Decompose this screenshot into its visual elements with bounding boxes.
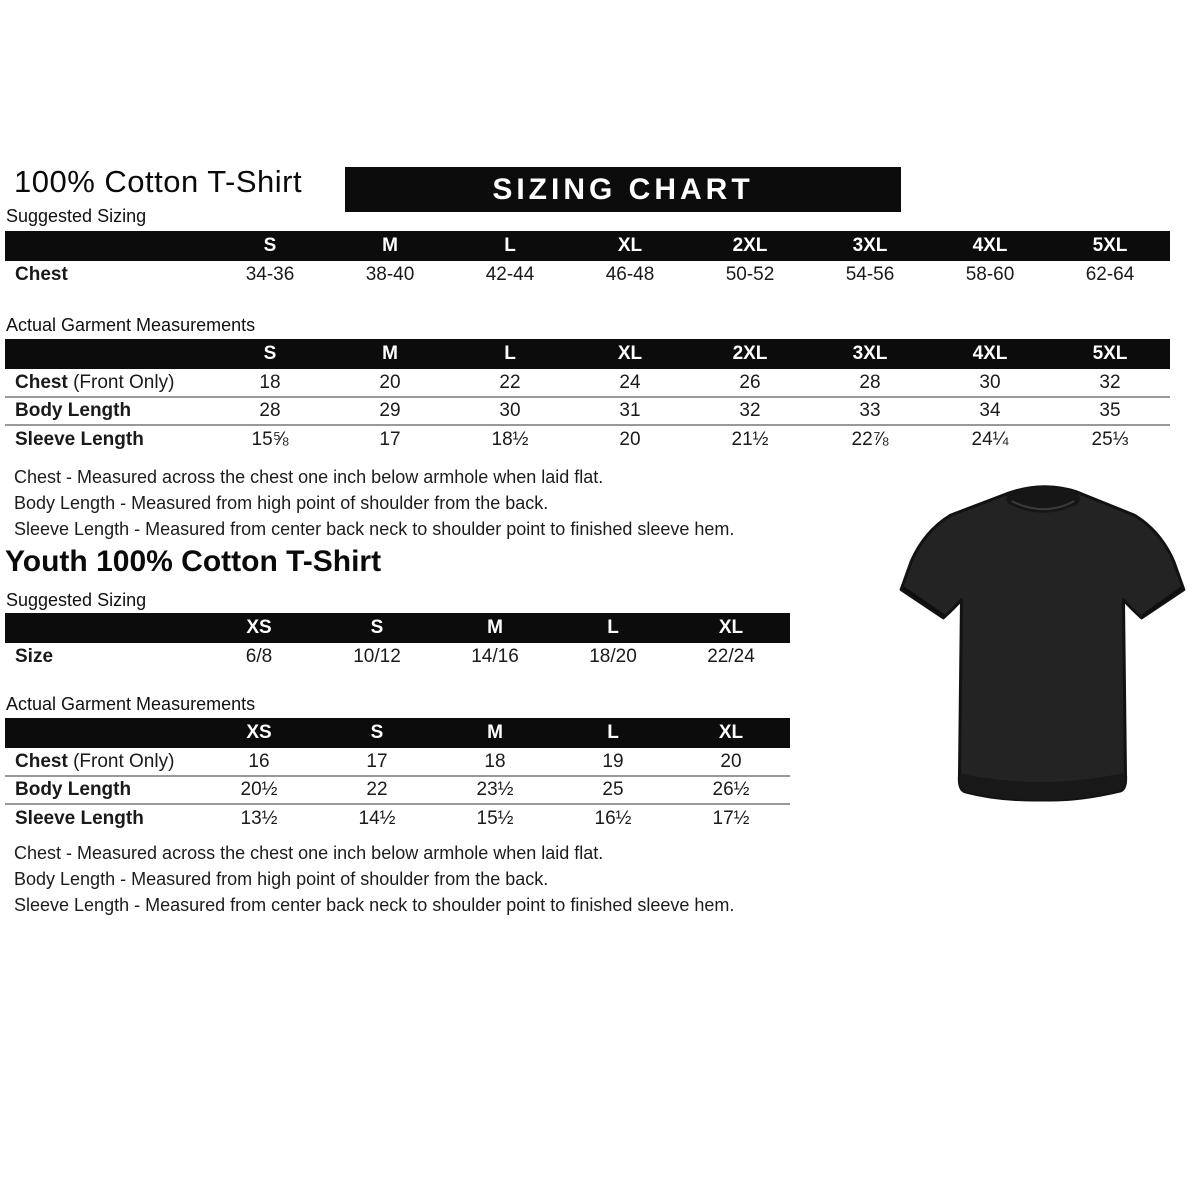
measurement-cell: 31: [570, 397, 690, 425]
measurement-cell: 38-40: [365, 264, 415, 285]
measurement-cell: 23½: [436, 776, 554, 804]
table-row: [5, 643, 790, 671]
measurement-cell: 54-56: [845, 264, 895, 285]
table-row: [5, 397, 1170, 425]
measurement-cell: 16: [248, 750, 270, 772]
youth-suggested-sizing-table: [5, 613, 790, 671]
size-column-header: L: [554, 718, 672, 748]
row-label: Sleeve Length: [5, 425, 210, 453]
note-line: Body Length - Measured from high point of shoulder from the back.: [14, 493, 549, 513]
youth-section-title: Youth 100% Cotton T-Shirt: [5, 545, 382, 578]
measurement-cell: 14½: [318, 804, 436, 832]
measurement-cell: 20½: [200, 776, 318, 804]
adult-garment-measurements-label: Actual Garment Measurements: [6, 315, 256, 335]
header-spacer-cell: [5, 339, 210, 369]
size-column-header: 2XL: [690, 339, 810, 369]
note-line: Body Length - Measured from high point of shoulder from the back.: [14, 869, 549, 889]
measurement-cell: 21½: [690, 425, 810, 453]
measurement-cell: 16½: [554, 804, 672, 832]
measurement-cell: 18½: [450, 425, 570, 453]
table-row: [5, 748, 790, 776]
measurement-cell: 34: [930, 397, 1050, 425]
size-column-header: 2XL: [690, 231, 810, 261]
measurement-cell: 26: [739, 371, 761, 393]
measurement-cell: 34-36: [245, 264, 295, 285]
youth-garment-measurements-table-grid: [5, 718, 790, 832]
adult-garment-measurements-table-grid: [5, 339, 1170, 453]
size-column-header: L: [450, 339, 570, 369]
size-column-header: M: [330, 339, 450, 369]
size-column-header: XL: [672, 718, 790, 748]
size-column-header: M: [330, 231, 450, 261]
measurement-cell: 17: [330, 425, 450, 453]
measurement-cell: 18: [259, 371, 281, 393]
measurement-cell: 25⅓: [1050, 425, 1170, 453]
measurement-cell: 29: [330, 397, 450, 425]
header-spacer-cell: [5, 718, 200, 748]
size-column-header: XS: [200, 718, 318, 748]
size-column-header: 4XL: [930, 339, 1050, 369]
row-label: Chest: [15, 264, 68, 285]
size-column-header: S: [318, 718, 436, 748]
measurement-cell: 22/24: [707, 646, 755, 667]
note-line: Sleeve Length - Measured from center back neck to shoulder point to finished sleeve hem.: [14, 895, 735, 915]
measurement-cell: 25: [554, 776, 672, 804]
measurement-cell: 24¼: [930, 425, 1050, 453]
size-column-header: XL: [570, 339, 690, 369]
row-label: Sleeve Length: [5, 804, 200, 832]
row-label: Body Length: [5, 776, 200, 804]
tshirt-icon: [894, 477, 1198, 809]
size-column-header: XL: [570, 231, 690, 261]
measurement-cell: 17: [366, 750, 388, 772]
size-column-header: 3XL: [810, 231, 930, 261]
size-column-header: XL: [672, 613, 790, 643]
measurement-cell: 18/20: [589, 646, 637, 667]
measurement-cell: 35: [1050, 397, 1170, 425]
adult-suggested-sizing-label: Suggested Sizing: [6, 206, 147, 226]
note-line: Sleeve Length - Measured from center back neck to shoulder point to finished sleeve hem.: [14, 519, 735, 539]
table-row: [5, 776, 790, 804]
table-row: [5, 369, 1170, 397]
measurement-cell: 58-60: [965, 264, 1015, 285]
measurement-cell: 20: [570, 425, 690, 453]
measurement-cell: 50-52: [725, 264, 775, 285]
row-label: Body Length: [5, 397, 210, 425]
table-row: [5, 261, 1170, 289]
measurement-cell: 28: [210, 397, 330, 425]
tshirt-body-shape: [901, 487, 1184, 800]
size-column-header: 5XL: [1050, 339, 1170, 369]
measurement-cell: 62-64: [1085, 264, 1135, 285]
black-tshirt-photo: [894, 477, 1198, 809]
measurement-cell: 15½: [436, 804, 554, 832]
adult-measurement-notes: [14, 464, 734, 542]
size-column-header: L: [450, 231, 570, 261]
measurement-cell: 22⅞: [810, 425, 930, 453]
youth-garment-measurements-label: Actual Garment Measurements: [6, 694, 256, 714]
sizing-chart-banner: SIZING CHART: [345, 167, 901, 212]
measurement-cell: 10/12: [353, 646, 401, 667]
row-label: Chest (Front Only): [15, 750, 175, 772]
measurement-cell: 22: [499, 371, 521, 393]
size-column-header: M: [436, 613, 554, 643]
measurement-cell: 6/8: [245, 646, 273, 667]
youth-suggested-sizing-table-grid: [5, 613, 790, 671]
youth-garment-measurements-table: [5, 718, 790, 832]
measurement-cell: 20: [720, 750, 742, 772]
adult-suggested-sizing-table-grid: [5, 231, 1170, 289]
measurement-cell: 13½: [200, 804, 318, 832]
header-spacer-cell: [5, 231, 210, 261]
measurement-cell: 32: [690, 397, 810, 425]
measurement-cell: 22: [318, 776, 436, 804]
size-column-header: 5XL: [1050, 231, 1170, 261]
table-row: [5, 804, 790, 832]
measurement-cell: 24: [619, 371, 641, 393]
size-column-header: S: [318, 613, 436, 643]
adult-suggested-sizing-table: [5, 231, 1170, 289]
row-label: Size: [15, 646, 54, 667]
header-spacer-cell: [5, 613, 200, 643]
size-column-header: S: [210, 231, 330, 261]
note-line: Chest - Measured across the chest one inch below armhole when laid flat.: [14, 843, 604, 863]
row-label: Chest (Front Only): [15, 371, 175, 393]
youth-suggested-sizing-label: Suggested Sizing: [6, 590, 147, 610]
size-column-header: 3XL: [810, 339, 930, 369]
measurement-cell: 17½: [672, 804, 790, 832]
size-column-header: L: [554, 613, 672, 643]
size-column-header: S: [210, 339, 330, 369]
measurement-cell: 28: [859, 371, 881, 393]
adult-garment-measurements-table: [5, 339, 1170, 453]
size-column-header: XS: [200, 613, 318, 643]
size-column-header: 4XL: [930, 231, 1050, 261]
table-row: [5, 425, 1170, 453]
measurement-cell: 30: [450, 397, 570, 425]
measurement-cell: 18: [484, 750, 506, 772]
measurement-cell: 19: [602, 750, 624, 772]
youth-measurement-notes: [14, 840, 734, 918]
measurement-cell: 33: [810, 397, 930, 425]
measurement-cell: 15⅝: [210, 425, 330, 453]
measurement-cell: 20: [379, 371, 401, 393]
measurement-cell: 26½: [672, 776, 790, 804]
measurement-cell: 42-44: [485, 264, 535, 285]
measurement-cell: 14/16: [471, 646, 519, 667]
measurement-cell: 30: [979, 371, 1001, 393]
measurement-cell: 46-48: [605, 264, 655, 285]
note-line: Chest - Measured across the chest one inch below armhole when laid flat.: [14, 467, 604, 487]
page-title: 100% Cotton T-Shirt: [14, 164, 303, 199]
measurement-cell: 32: [1099, 371, 1121, 393]
size-column-header: M: [436, 718, 554, 748]
